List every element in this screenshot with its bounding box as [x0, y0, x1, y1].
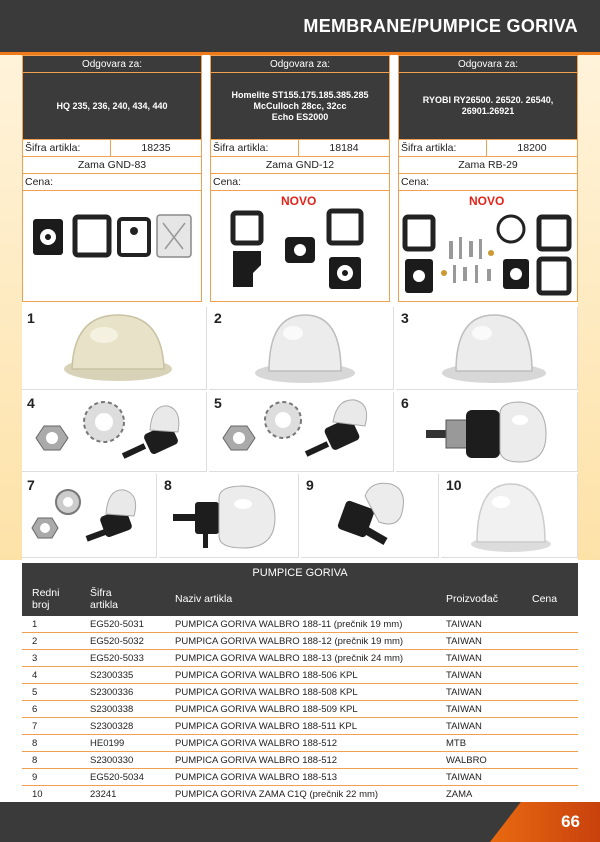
table-row: [22, 633, 578, 650]
cell-sifra: S2300335: [90, 670, 134, 681]
header-cena: Cena: [532, 593, 558, 605]
header-sifra-artikla: Šifra artikla: [90, 587, 119, 611]
table-row: [22, 752, 578, 769]
image-number: 8: [164, 477, 172, 493]
table-row: [22, 667, 578, 684]
cell-sifra: EG520-5032: [90, 636, 144, 647]
product-image-3: [396, 307, 578, 390]
product-image-4: [22, 392, 207, 472]
product-image-6: [396, 392, 578, 472]
table-row: [22, 718, 578, 735]
image-number: 7: [27, 477, 35, 493]
cell-redni-broj: 9: [32, 772, 38, 783]
cell-naziv: PUMPICA GORIVA WALBRO 188-506 KPL: [175, 670, 358, 681]
new-badge: NOVO: [281, 194, 317, 208]
table-row: [22, 769, 578, 786]
cell-redni-broj: 8: [32, 738, 38, 749]
product-image-5: [209, 392, 394, 472]
table-header: [22, 583, 578, 616]
sku-value: 18235: [141, 142, 171, 154]
cell-sifra: S2300338: [90, 704, 134, 715]
cell-sifra: HE0199: [90, 738, 125, 749]
cell-sifra: EG520-5031: [90, 619, 144, 630]
card-models: Homelite ST155.175.185.385.285 McCulloch 28cc, 32cc Echo ES2000: [211, 73, 389, 139]
card-heading: Odgovara za:: [399, 56, 577, 73]
page-header: [0, 0, 600, 52]
card-price-row: [399, 173, 577, 190]
card-sku-row: [211, 139, 389, 156]
cell-naziv: PUMPICA GORIVA WALBRO 188-511 KPL: [175, 721, 357, 732]
table-body: [22, 616, 578, 803]
product-image-1: [22, 307, 207, 390]
cell-sifra: S2300330: [90, 755, 134, 766]
header-redni-broj: Redni broj: [32, 587, 60, 611]
diaphragm-kit-image: [23, 190, 201, 303]
cell-proizvodjac: TAIWAN: [446, 653, 482, 664]
product-card-gnd12: [210, 55, 390, 302]
card-heading: Odgovara za:: [211, 56, 389, 73]
card-sku-row: [23, 139, 201, 156]
cell-redni-broj: 8: [32, 755, 38, 766]
cell-naziv: PUMPICA GORIVA WALBRO 188-11 (prečnik 19 mm): [175, 619, 403, 630]
card-price-row: [23, 173, 201, 190]
cell-proizvodjac: TAIWAN: [446, 721, 482, 732]
cell-redni-broj: 3: [32, 653, 38, 664]
cell-naziv: PUMPICA GORIVA WALBRO 188-509 KPL: [175, 704, 358, 715]
page-footer: [0, 802, 600, 842]
cell-redni-broj: 10: [32, 789, 43, 800]
new-badge: NOVO: [469, 194, 505, 208]
cell-sifra: EG520-5034: [90, 772, 144, 783]
cell-redni-broj: 6: [32, 704, 38, 715]
cell-redni-broj: 1: [32, 619, 38, 630]
product-image-2: [209, 307, 394, 390]
table-row: [22, 735, 578, 752]
header-naziv-artikla: Naziv artikla: [175, 593, 233, 605]
cell-proizvodjac: TAIWAN: [446, 687, 482, 698]
product-image-7: [22, 474, 157, 558]
image-number: 4: [27, 395, 35, 411]
card-sku-row: [399, 139, 577, 156]
card-models: HQ 235, 236, 240, 434, 440: [23, 73, 201, 139]
diaphragm-kit-image: [211, 190, 389, 303]
header-proizvodjac: Proizvođač: [446, 593, 498, 605]
image-number: 9: [306, 477, 314, 493]
cell-redni-broj: 4: [32, 670, 38, 681]
product-card-gnd83: [22, 55, 202, 302]
cell-proizvodjac: MTB: [446, 738, 467, 749]
cell-naziv: PUMPICA GORIVA WALBRO 188-513: [175, 772, 338, 783]
sku-value: 18200: [517, 142, 547, 154]
cell-proizvodjac: WALBRO: [446, 755, 487, 766]
product-image-10: [441, 474, 578, 558]
image-number: 1: [27, 310, 35, 326]
cell-proizvodjac: TAIWAN: [446, 772, 482, 783]
table-row: [22, 616, 578, 633]
cell-proizvodjac: TAIWAN: [446, 704, 482, 715]
image-number: 6: [401, 395, 409, 411]
cell-sifra: S2300328: [90, 721, 134, 732]
sku-label: Šifra artikla:: [399, 140, 487, 156]
image-number: 2: [214, 310, 222, 326]
image-number: 5: [214, 395, 222, 411]
cell-naziv: PUMPICA GORIVA WALBRO 188-512: [175, 755, 338, 766]
sku-value: 18184: [329, 142, 359, 154]
table-title: PUMPICE GORIVA: [22, 563, 578, 583]
price-label: Cena:: [213, 176, 242, 188]
side-accent-left: [0, 55, 22, 560]
table-row: [22, 684, 578, 701]
card-name: Zama RB-29: [399, 156, 577, 173]
cell-naziv: PUMPICA GORIVA WALBRO 188-512: [175, 738, 338, 749]
card-models: RYOBI RY26500. 26520. 26540, 26901.26921: [399, 73, 577, 139]
side-accent-right: [578, 55, 600, 560]
cell-redni-broj: 2: [32, 636, 38, 647]
cell-sifra: EG520-5033: [90, 653, 144, 664]
cell-naziv: PUMPICA GORIVA WALBRO 188-508 KPL: [175, 687, 358, 698]
sku-label: Šifra artikla:: [211, 140, 299, 156]
table-row: [22, 650, 578, 667]
cell-proizvodjac: TAIWAN: [446, 670, 482, 681]
card-price-row: [211, 173, 389, 190]
cell-naziv: PUMPICA GORIVA WALBRO 188-13 (prečnik 24 mm): [175, 653, 404, 664]
cell-proizvodjac: TAIWAN: [446, 619, 482, 630]
page-number-tab: [490, 802, 600, 842]
price-label: Cena:: [401, 176, 430, 188]
cell-redni-broj: 7: [32, 721, 38, 732]
table-row: [22, 786, 578, 803]
price-label: Cena:: [25, 176, 54, 188]
product-card-rb29: [398, 55, 578, 302]
repair-kit-image: [399, 190, 577, 303]
table-row: [22, 701, 578, 718]
image-number: 10: [446, 477, 462, 493]
cell-proizvodjac: TAIWAN: [446, 636, 482, 647]
image-number: 3: [401, 310, 409, 326]
product-image-8: [159, 474, 299, 558]
sku-label: Šifra artikla:: [23, 140, 111, 156]
cell-sifra: 23241: [90, 789, 117, 800]
card-heading: Odgovara za:: [23, 56, 201, 73]
cell-sifra: S2300336: [90, 687, 134, 698]
cell-naziv: PUMPICA GORIVA WALBRO 188-12 (prečnik 19 mm): [175, 636, 404, 647]
card-name: Zama GND-83: [23, 156, 201, 173]
page-number: 66: [561, 812, 580, 831]
product-image-9: [301, 474, 439, 558]
cell-redni-broj: 5: [32, 687, 38, 698]
cell-proizvodjac: ZAMA: [446, 789, 473, 800]
page-title: MEMBRANE/PUMPICE GORIVA: [303, 16, 578, 36]
cell-naziv: PUMPICA GORIVA ZAMA C1Q (prečnik 22 mm): [175, 789, 379, 800]
card-name: Zama GND-12: [211, 156, 389, 173]
